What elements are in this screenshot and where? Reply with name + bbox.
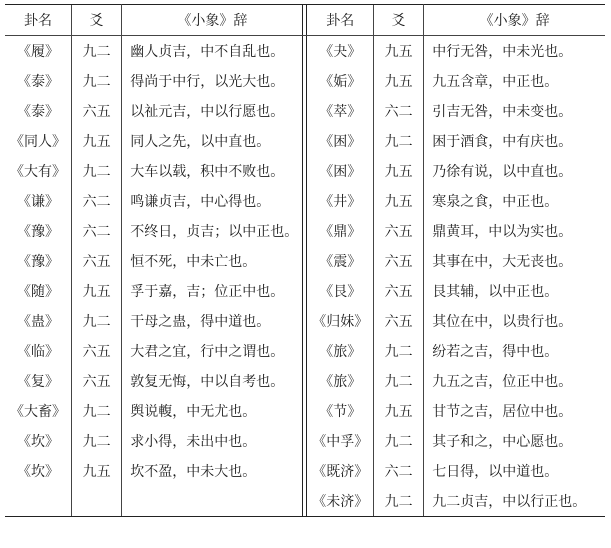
left-ci-cell — [122, 486, 303, 517]
right-ci-cell: 其位在中，以贵行也。 — [432, 314, 573, 330]
right-ci-cell: 艮其辅，以中正也。 — [432, 284, 559, 300]
right-yao-cell: 九五 — [373, 66, 423, 96]
left-gua-cell — [5, 486, 71, 517]
right-ci-cell: 纷若之吉，得中也。 — [432, 344, 559, 360]
left-ci-cell: 大车以载，积中不败也。 — [130, 164, 285, 180]
right-gua-cell: 《节》 — [319, 404, 362, 420]
right-gua-cell: 《萃》 — [319, 104, 362, 120]
right-yao-cell: 九五 — [373, 186, 423, 216]
right-gua-cell: 《旅》 — [319, 344, 362, 360]
right-yao-cell: 九五 — [373, 36, 423, 67]
header-yao-left: 爻 — [71, 5, 121, 36]
table-row — [5, 216, 605, 246]
left-yao-cell: 九五 — [71, 456, 121, 486]
right-yao-cell: 六五 — [373, 306, 423, 336]
xiaoxiang-table — [5, 4, 605, 517]
right-gua-cell: 《旅》 — [319, 374, 362, 390]
left-gua-cell: 《蛊》 — [16, 314, 59, 330]
left-yao-cell: 九五 — [71, 126, 121, 156]
right-ci-cell: 困于酒食，中有庆也。 — [432, 134, 573, 150]
right-gua-cell: 《艮》 — [319, 284, 362, 300]
left-yao-cell: 六五 — [71, 336, 121, 366]
table-header-row — [5, 5, 605, 36]
right-gua-cell: 《震》 — [319, 254, 362, 270]
left-yao-cell: 六五 — [71, 366, 121, 396]
table-row — [5, 156, 605, 186]
table-row — [5, 456, 605, 486]
right-ci-cell: 寒泉之食，中正也。 — [432, 194, 559, 210]
right-yao-cell: 九二 — [373, 486, 423, 517]
left-ci-cell: 恒不死，中未亡也。 — [130, 254, 257, 270]
left-gua-cell: 《坎》 — [16, 464, 59, 480]
right-yao-cell: 九二 — [373, 426, 423, 456]
right-gua-cell: 《姤》 — [319, 74, 362, 90]
left-yao-cell: 六五 — [71, 246, 121, 276]
left-gua-cell: 《临》 — [16, 344, 59, 360]
left-gua-cell: 《谦》 — [16, 194, 59, 210]
table-row — [5, 36, 605, 67]
table-row — [5, 306, 605, 336]
table-row — [5, 486, 605, 517]
right-yao-cell: 六五 — [373, 216, 423, 246]
right-ci-cell: 甘节之吉，居位中也。 — [432, 404, 573, 420]
table-body — [5, 36, 605, 517]
left-ci-cell: 同人之先，以中直也。 — [130, 134, 271, 150]
right-ci-cell: 乃徐有说，以中直也。 — [432, 164, 573, 180]
left-gua-cell: 《大有》 — [9, 164, 66, 180]
table-row — [5, 96, 605, 126]
right-ci-cell: 七日得，以中道也。 — [432, 464, 559, 480]
right-gua-cell: 《井》 — [319, 194, 362, 210]
header-ci-right: 《小象》辞 — [424, 5, 605, 36]
right-ci-cell: 九五之吉，位正中也。 — [432, 374, 573, 390]
table-row — [5, 126, 605, 156]
table-row — [5, 246, 605, 276]
left-gua-cell: 《同人》 — [9, 134, 66, 150]
right-ci-cell: 中行无咎，中未光也。 — [432, 44, 573, 60]
right-yao-cell: 九五 — [373, 396, 423, 426]
right-yao-cell: 六五 — [373, 276, 423, 306]
left-gua-cell: 《豫》 — [16, 254, 59, 270]
right-gua-cell: 《中孚》 — [312, 434, 369, 450]
left-ci-cell: 幽人贞吉，中不自乱也。 — [130, 44, 285, 60]
left-ci-cell: 干母之蛊，得中道也。 — [130, 314, 271, 330]
table-row — [5, 186, 605, 216]
left-yao-cell: 九二 — [71, 426, 121, 456]
header-yao-right: 爻 — [373, 5, 423, 36]
left-gua-cell: 《复》 — [16, 374, 59, 390]
right-yao-cell: 九五 — [373, 156, 423, 186]
right-gua-cell: 《既济》 — [312, 464, 369, 480]
table-row — [5, 276, 605, 306]
table-row — [5, 426, 605, 456]
right-gua-cell: 《未济》 — [307, 486, 373, 517]
left-yao-cell: 九五 — [71, 276, 121, 306]
left-ci-cell: 鸣谦贞吉，中心得也。 — [130, 194, 271, 210]
right-yao-cell: 六二 — [373, 456, 423, 486]
table-row — [5, 396, 605, 426]
right-ci-cell: 九五含章，中正也。 — [432, 74, 559, 90]
left-gua-cell: 《随》 — [16, 284, 59, 300]
right-ci-cell: 鼎黄耳，中以为实也。 — [432, 224, 573, 240]
right-yao-cell: 六二 — [373, 96, 423, 126]
left-yao-cell: 九二 — [71, 36, 121, 67]
right-gua-cell: 《归妹》 — [312, 314, 369, 330]
right-yao-cell: 九二 — [373, 126, 423, 156]
header-ci-left: 《小象》辞 — [122, 5, 303, 36]
right-gua-cell: 《困》 — [319, 134, 362, 150]
left-gua-cell: 《泰》 — [16, 74, 59, 90]
left-yao-cell: 九二 — [71, 66, 121, 96]
right-gua-cell: 《困》 — [319, 164, 362, 180]
left-gua-cell: 《泰》 — [16, 104, 59, 120]
left-yao-cell — [71, 486, 121, 517]
left-ci-cell: 舆说輹，中无尤也。 — [130, 404, 257, 420]
left-gua-cell: 《大畜》 — [9, 404, 66, 420]
left-yao-cell: 九二 — [71, 396, 121, 426]
table-row — [5, 366, 605, 396]
right-yao-cell: 九二 — [373, 336, 423, 366]
left-ci-cell: 得尚于中行，以光大也。 — [130, 74, 285, 90]
right-yao-cell: 九二 — [373, 366, 423, 396]
left-ci-cell: 坎不盈，中未大也。 — [130, 464, 257, 480]
left-ci-cell: 孚于嘉，吉；位正中也。 — [130, 284, 285, 300]
left-yao-cell: 六五 — [71, 96, 121, 126]
left-gua-cell: 《坎》 — [16, 434, 59, 450]
left-yao-cell: 六二 — [71, 186, 121, 216]
left-ci-cell: 以祉元吉，中以行愿也。 — [130, 104, 285, 120]
right-gua-cell: 《鼎》 — [319, 224, 362, 240]
header-gua-right: 卦名 — [307, 5, 373, 36]
right-ci-cell: 九二贞吉，中以行正也。 — [424, 486, 605, 517]
left-ci-cell: 敦复无悔，中以自考也。 — [130, 374, 285, 390]
left-yao-cell: 九二 — [71, 306, 121, 336]
left-yao-cell: 六二 — [71, 216, 121, 246]
table-row — [5, 336, 605, 366]
right-ci-cell: 其子和之，中心愿也。 — [432, 434, 573, 450]
left-gua-cell: 《豫》 — [16, 224, 59, 240]
header-gua-left: 卦名 — [5, 5, 71, 36]
right-yao-cell: 六五 — [373, 246, 423, 276]
left-ci-cell: 求小得，未出中也。 — [130, 434, 257, 450]
table-row — [5, 66, 605, 96]
right-ci-cell: 其事在中，大无丧也。 — [432, 254, 573, 270]
left-ci-cell: 不终日，贞吉；以中正也。 — [130, 224, 299, 240]
left-gua-cell: 《履》 — [16, 44, 59, 60]
right-gua-cell: 《夬》 — [319, 44, 362, 60]
left-ci-cell: 大君之宜，行中之谓也。 — [130, 344, 285, 360]
right-ci-cell: 引吉无咎，中未变也。 — [432, 104, 573, 120]
left-yao-cell: 九二 — [71, 156, 121, 186]
